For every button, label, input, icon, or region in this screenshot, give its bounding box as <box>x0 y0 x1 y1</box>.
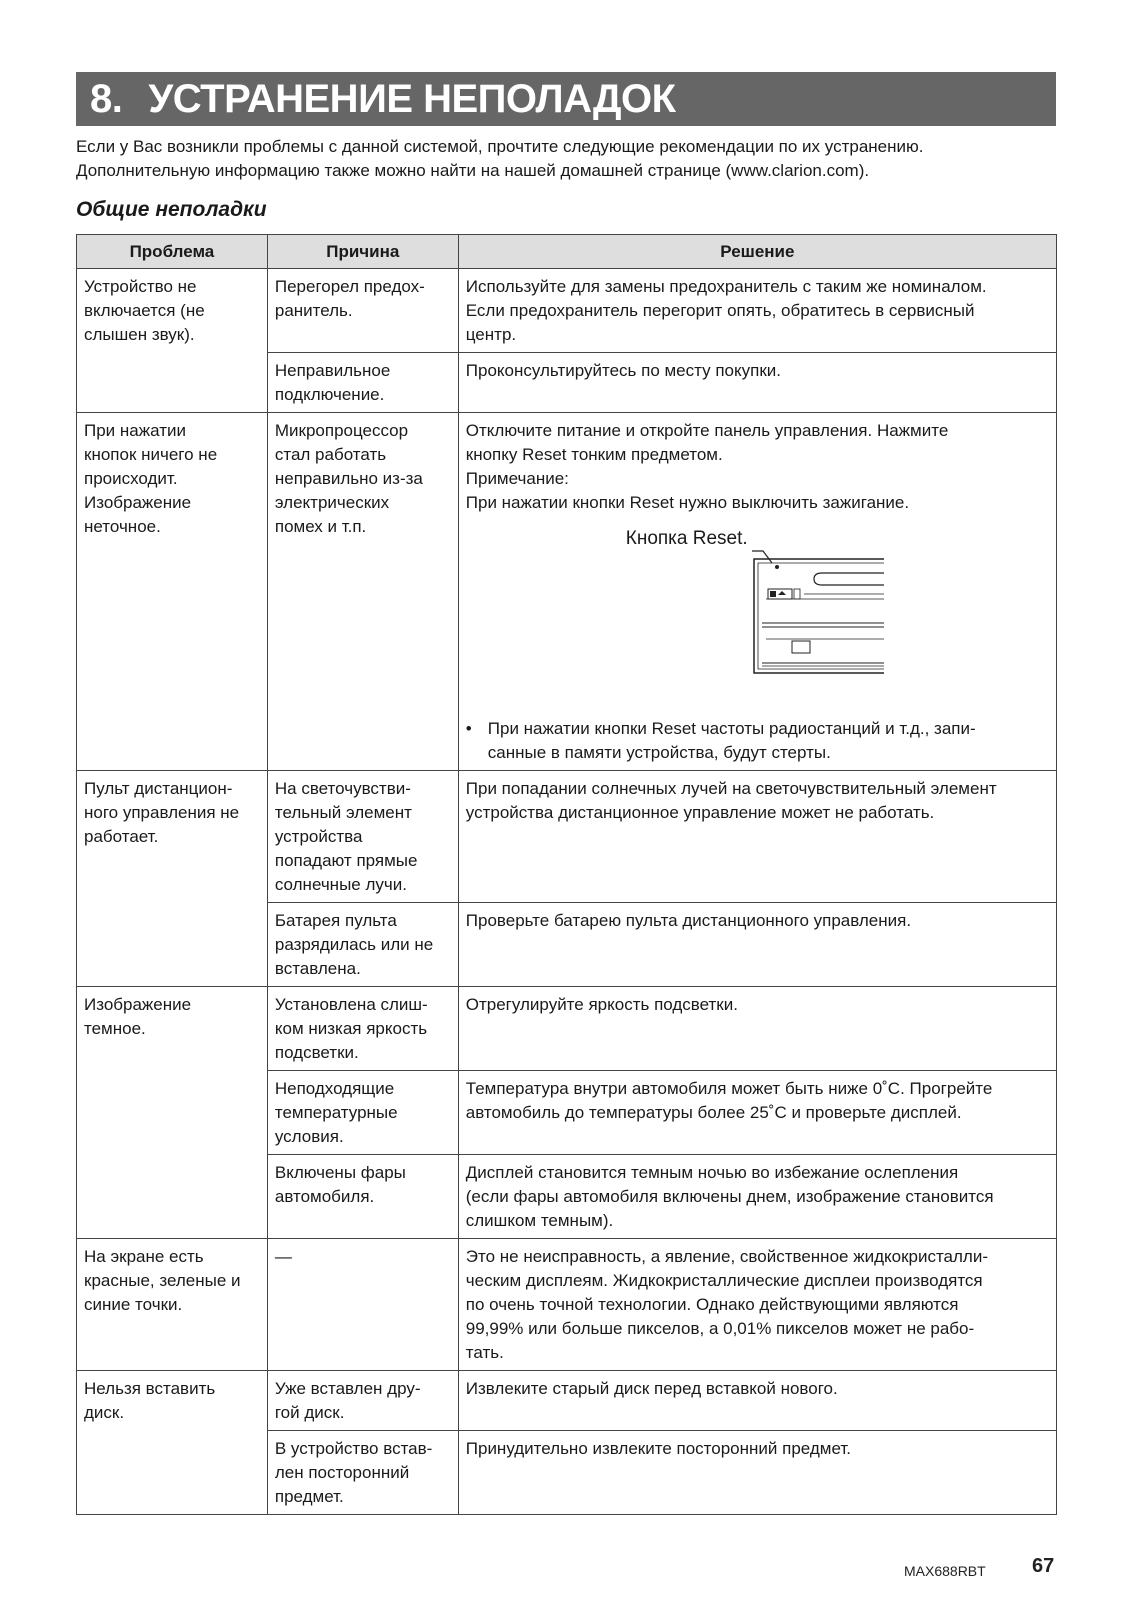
cause-cell: В устройство встав- лен посторонний предмет. <box>267 1431 458 1515</box>
bullet-icon: • <box>465 719 472 738</box>
section-number: 8. <box>90 77 123 121</box>
solution-cell: Температура внутри автомобиля может быть ниже 0˚C. Прогрейте автомобиль до температуры более 25˚C и проверьте дисплей. <box>458 1071 1056 1155</box>
solution-cell: Дисплей становится темным ночью во избежание ослепления (если фары автомобиля включены днем, изображение становится слишком темным). <box>458 1155 1056 1239</box>
table-row <box>77 771 1057 903</box>
solution-cell: Отрегулируйте яркость подсветки. <box>458 987 1056 1071</box>
table-row <box>77 1371 1057 1431</box>
table-row <box>77 987 1057 1071</box>
cause-cell: Уже вставлен дру- гой диск. <box>267 1371 458 1431</box>
head-unit-illustration <box>626 515 896 715</box>
problem-cell: Изображение темное. <box>77 987 268 1239</box>
cause-cell: Установлена слиш- ком низкая яркость подсветки. <box>267 987 458 1071</box>
solution-text: Отключите питание и откройте панель управления. Нажмите кнопку Reset тонким предметом. Примечание: При нажатии кнопки Reset нужно выключить зажигание. <box>465 421 949 512</box>
column-header-solution: Решение <box>458 235 1056 269</box>
bullet-text: При нажатии кнопки Reset частоты радиостанций и т.д., запи- санные в памяти устройства, будут стерты. <box>487 719 976 762</box>
model-number: MAX688RBT <box>904 1563 986 1579</box>
solution-cell: Используйте для замены предохранитель с таким же номиналом. Если предохранитель перегорит опять, обратитесь в сервисный центр. <box>458 269 1056 353</box>
column-header-cause: Причина <box>267 235 458 269</box>
solution-cell: Проверьте батарею пульта дистанционного управления. <box>458 903 1056 987</box>
problem-cell: Нельзя вставить диск. <box>77 1371 268 1515</box>
table-row <box>77 413 1057 771</box>
table-row <box>77 269 1057 353</box>
table-header-row <box>77 235 1057 269</box>
solution-cell <box>458 413 1056 771</box>
cause-cell: Батарея пульта разрядилась или не вставлена. <box>267 903 458 987</box>
table-row <box>77 1239 1057 1371</box>
subsection-title: Общие неполадки <box>76 198 267 221</box>
solution-cell: При попадании солнечных лучей на светочувствительный элемент устройства дистанционное управление может не работать. <box>458 771 1056 903</box>
cause-cell: Включены фары автомобиля. <box>267 1155 458 1239</box>
intro-line-1: Если у Вас возникли проблемы с данной системой, прочтите следующие рекомендации по их устранению. <box>76 137 924 156</box>
section-title: УСТРАНЕНИЕ НЕПОЛАДОК <box>148 77 676 121</box>
problem-cell: Пульт дистанцион- ного управления не работает. <box>77 771 268 987</box>
problem-cell: Устройство не включается (не слышен звук). <box>77 269 268 413</box>
cause-cell: На светочувстви- тельный элемент устройства попадают прямые солнечные лучи. <box>267 771 458 903</box>
cause-cell: Неподходящие температурные условия. <box>267 1071 458 1155</box>
solution-cell: Извлеките старый диск перед вставкой нового. <box>458 1371 1056 1431</box>
reset-button-figure <box>466 515 1049 715</box>
cause-cell: — <box>267 1239 458 1371</box>
reset-note-bullet <box>466 717 1049 765</box>
solution-cell: Принудительно извлеките посторонний предмет. <box>458 1431 1056 1515</box>
solution-cell: Проконсультируйтесь по месту покупки. <box>458 353 1056 413</box>
cause-cell: Микропроцессор стал работать неправильно из-за электрических помех и т.п. <box>267 413 458 771</box>
troubleshooting-table <box>76 234 1057 1515</box>
section-header <box>76 72 1056 126</box>
problem-cell: На экране есть красные, зеленые и синие точки. <box>77 1239 268 1371</box>
cause-cell: Неправильное подключение. <box>267 353 458 413</box>
problem-cell: При нажатии кнопок ничего не происходит. Изображение неточное. <box>77 413 268 771</box>
intro-line-2: Дополнительную информацию также можно найти на нашей домашней странице (www.clarion.com). <box>76 161 870 180</box>
intro-paragraph <box>76 135 1056 183</box>
solution-cell: Это не неисправность, а явление, свойственное жидкокристалли- ческим дисплеям. Жидкокристаллические дисплеи производятся по очень точной технологии. Однако действующими являются 99,99% или больше пикселов, а 0,01% пикселов может не рабо- тать. <box>458 1239 1056 1371</box>
page-number: 67 <box>1032 1555 1055 1577</box>
column-header-problem: Проблема <box>77 235 268 269</box>
reset-figure-label: Кнопка Reset. <box>625 528 748 549</box>
cause-cell: Перегорел предох- ранитель. <box>267 269 458 353</box>
